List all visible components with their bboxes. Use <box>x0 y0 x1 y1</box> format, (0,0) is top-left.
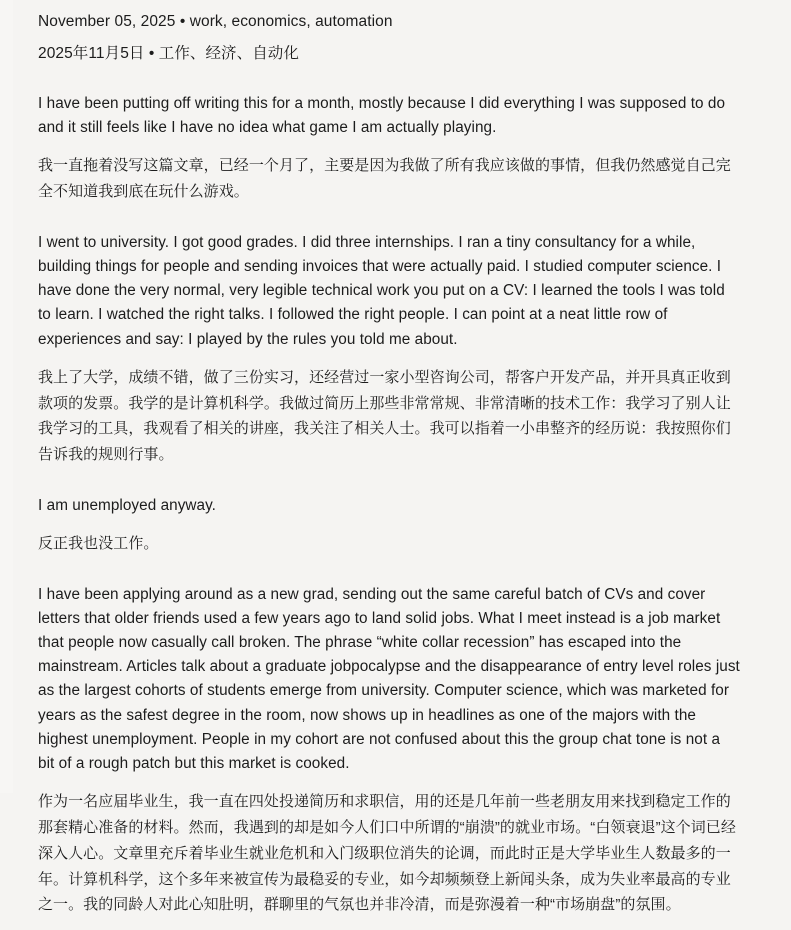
paragraph-chinese: 我上了大学，成绩不错，做了三份实习，还经营过一家小型咨询公司，帮客户开发产品，并开具真正收到款项的发票。我学的是计算机科学。我做过简历上那些非常常规、非常清晰的技术工作：我学习了别人让我学习的工具，我观看了相关的讲座，我关注了相关人士。我可以指着一小串整齐的经历说：我按照你们告诉我的规则行事。 <box>38 368 731 464</box>
paragraph-chinese: 反正我也没工作。 <box>38 535 159 553</box>
page-bottom-spacer <box>38 918 740 930</box>
paragraph-chinese: 作为一名应届毕业生，我一直在四处投递简历和求职信，用的还是几年前一些老朋友用来找到稳定工作的那套精心准备的材料。然而，我遇到的却是如今人们口中所谓的“崩溃”的就业市场。“白领衰退”这个词已经深入人心。文章里充斥着毕业生就业危机和入门级职位消失的论调，而此时正是大学毕业生人数最多的一年。计算机科学，这个多年来被宣传为最稳妥的专业，如今却频频登上新闻头条，成为失业率最高的专业之一。我的同龄人对此心知肚明，群聊里的气氛也并非冷清，而是弥漫着一种“市场崩盘”的氛围。 <box>38 793 736 914</box>
paragraph-block <box>38 231 740 468</box>
paragraph-english: I have been putting off writing this for a month, mostly because I did everything I was supposed to do and it still feels like I have no idea what game I am actually playing. <box>38 95 726 137</box>
paragraph-chinese: 我一直拖着没写这篇文章，已经一个月了，主要是因为我做了所有我应该做的事情，但我仍然感觉自己完全不知道我到底在玩什么游戏。 <box>38 157 731 201</box>
paragraph-block <box>38 494 740 557</box>
paragraph-english: I have been applying around as a new grad, sending out the same careful batch of CVs and cover letters that older friends used a few years ago to land solid jobs. What I meet instead is a job market that people now casually call broken. The phrase “white collar recession” has escaped into the mainstream. Articles talk about a graduate jobpocalypse and the disappearance of entry level roles just as the largest cohorts of students emerge from university. Computer science, which was marketed for years as the safest degree in the room, now shows up in headlines as one of the majors with the highest unemployment. People in my cohort are not confused about this the group chat tone is not a bit of a rough patch but this market is cooked. <box>38 585 740 772</box>
paragraph-english: I went to university. I got good grades. I did three internships. I ran a tiny consultancy for a while, building things for people and sending invoices that were actually paid. I studied computer science. I have done the very normal, very legible technical work you put on a CV: I learned the tools I was told to learn. I watched the right talks. I followed the right people. I can point at a neat little row of experiences and say: I played by the rules you told me about. <box>38 233 725 348</box>
paragraph-block <box>38 92 740 205</box>
paragraph-english: I am unemployed anyway. <box>38 496 216 514</box>
paragraph-block <box>38 583 740 918</box>
post-meta-chinese: 2025年11月5日 • 工作、经济、自动化 <box>38 45 299 63</box>
post-meta-english: November 05, 2025 • work, economics, automation <box>38 13 393 30</box>
